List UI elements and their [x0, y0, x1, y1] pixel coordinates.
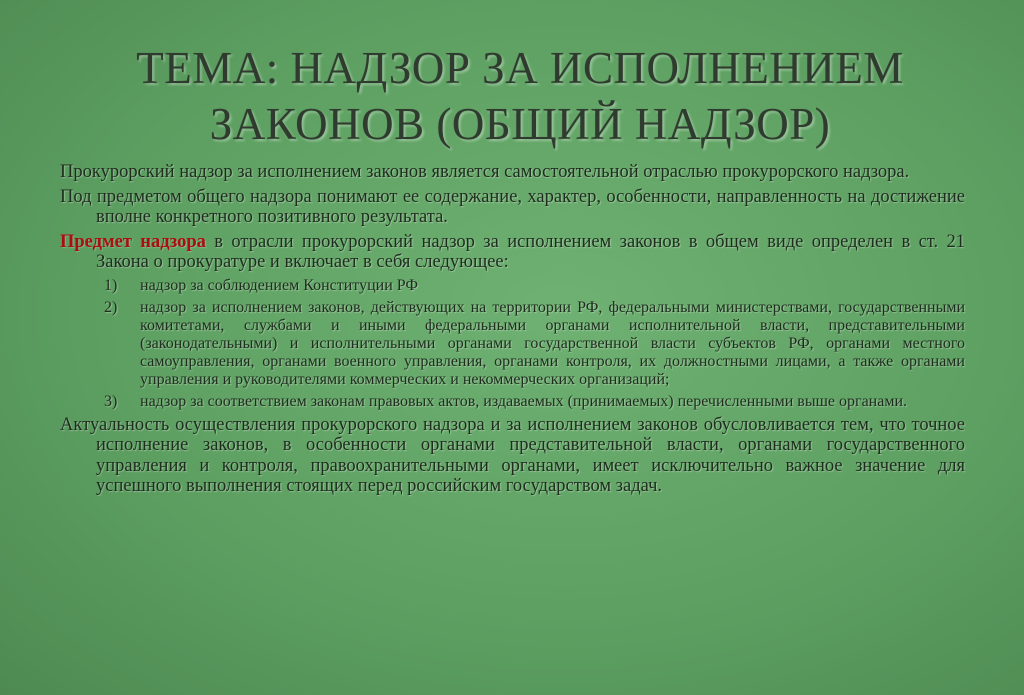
list-item-number: 2): [104, 298, 118, 316]
slide-title: [90, 40, 950, 152]
list-item-number: 1): [104, 276, 118, 294]
list-item-text: надзор за соответствием законам правовых актов, издаваемых (принимаемых) перечисленными выше органами.: [140, 392, 908, 410]
paragraph-4: Актуальность осуществления прокурорского надзора и за исполнением законов обусловливается тем, что точное исполнение законов, в особенности органами представительной власти, органами государственного управления и контроля, правоохранительными органами, имеет исключительно важное значение для успешного выполнения стоящих перед российским государством задач.: [60, 414, 965, 496]
list-item-text: надзор за соблюдением Конституции РФ: [140, 276, 419, 294]
list-item: [60, 277, 965, 295]
slide-content: [60, 162, 965, 501]
paragraph-3-text: в отрасли прокурорский надзор за исполнением законов в общем виде определен в ст. 21 Закона о прокуратуре и включает в себя следующее:: [96, 231, 966, 272]
title-line-1: ТЕМА: НАДЗОР ЗА ИСПОЛНЕНИЕМ: [136, 43, 904, 93]
list-item: [60, 299, 965, 389]
list-item: [60, 393, 965, 411]
highlight-term: Предмет надзора: [60, 231, 206, 252]
title-line-2: ЗАКОНОВ (ОБЩИЙ НАДЗОР): [209, 99, 831, 149]
list-item-number: 3): [104, 392, 118, 410]
paragraph-2: Под предметом общего надзора понимают ее содержание, характер, особенности, направленность на достижение вполне конкретного позитивного результата.: [60, 186, 965, 227]
list-item-text: надзор за исполнением законов, действующих на территории РФ, федеральными министерствами, государственными комитетами, службами и иными федеральными органами исполнительной власти, представительными (законодательными) и исполнительными органами государственной власти субъектов РФ, органами местного самоуправления, органами военного управления, органами контроля, их должностными лицами, а также органами управления и руководителями коммерческих и некоммерческих организаций;: [140, 298, 965, 388]
paragraph-1: Прокурорский надзор за исполнением законов является самостоятельной отраслью прокурорского надзора.: [60, 162, 910, 182]
numbered-list: [60, 277, 965, 411]
paragraph-3: [60, 232, 965, 273]
